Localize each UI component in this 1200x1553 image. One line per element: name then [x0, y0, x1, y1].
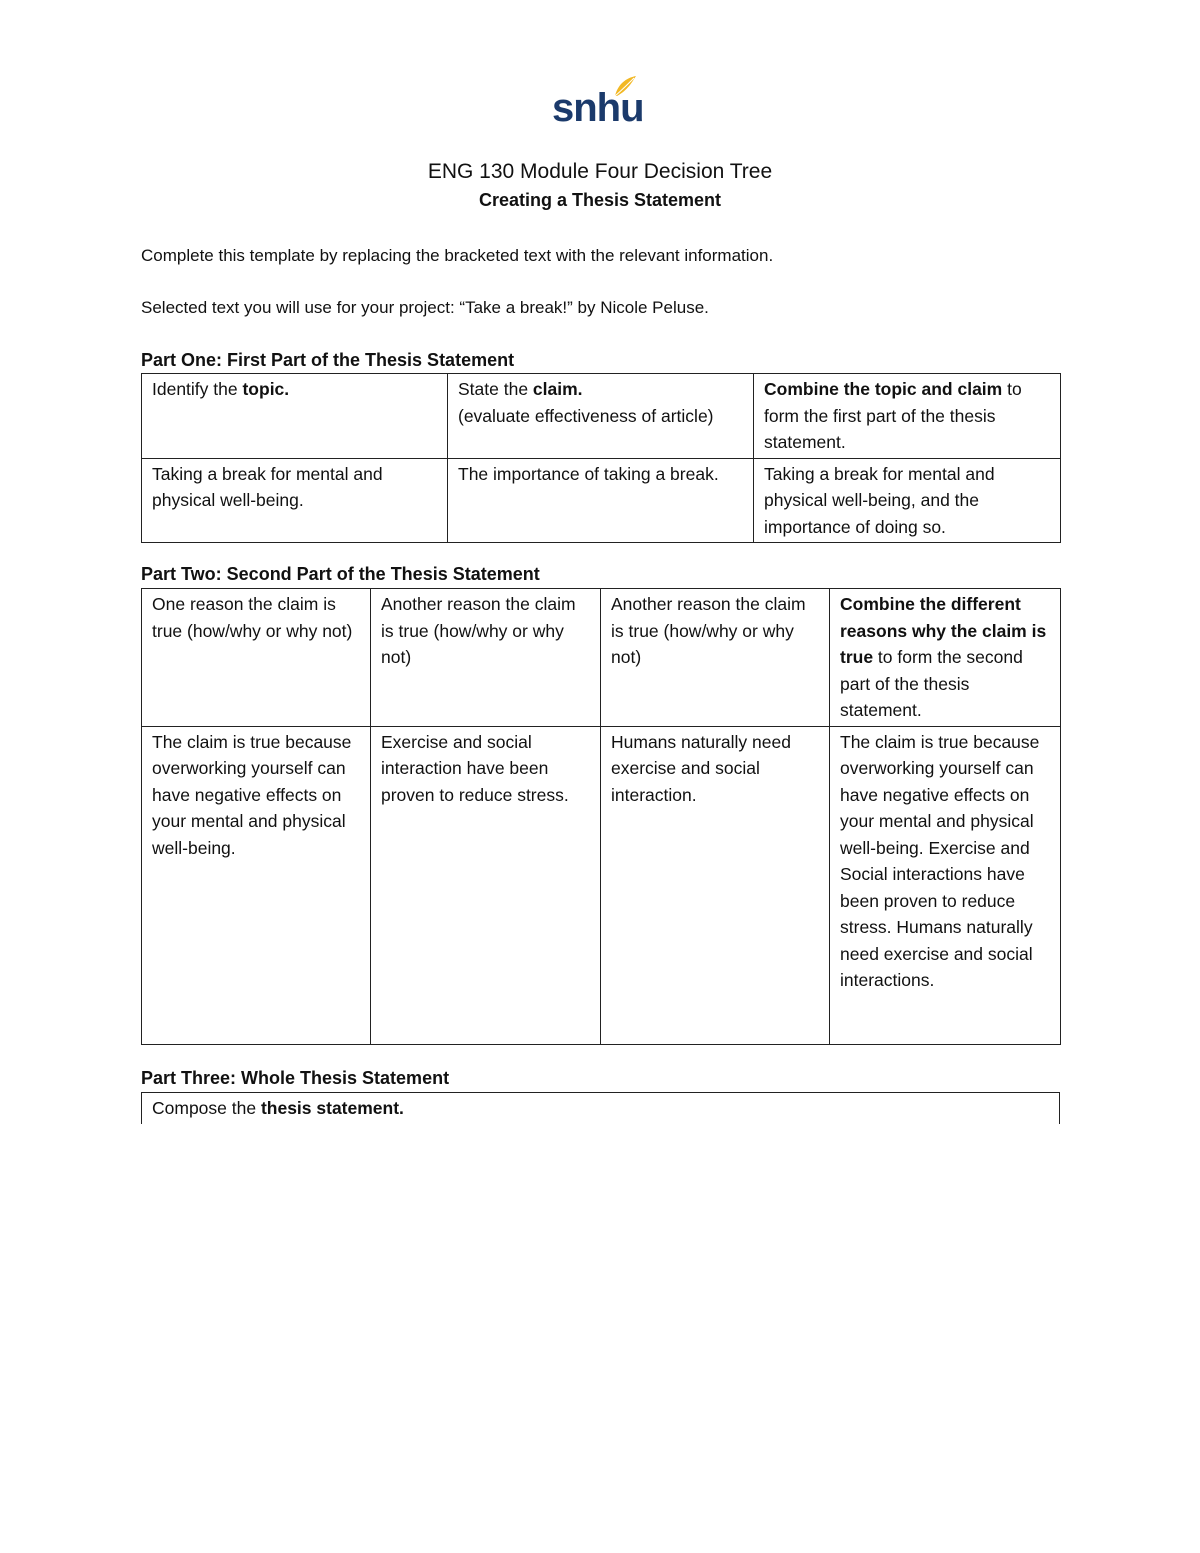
claim-header-pre: State the: [458, 379, 533, 399]
page-subtitle: Creating a Thesis Statement: [478, 190, 722, 210]
combined-reasons-cell: The claim is true because overworking yourself can have negative effects on your mental and physical well-being. Exercise and Social interactions have been proven to reduce stress. Humans naturally need exercise and social interactions.: [830, 726, 1061, 1044]
topic-header-bold: topic.: [242, 379, 290, 399]
reason-one-cell: The claim is true because overworking yourself can have negative effects on your mental and physical well-being.: [142, 726, 371, 1044]
part-three-heading: Part Three: Whole Thesis Statement: [141, 1068, 450, 1088]
selected-text-line: Selected text you will use for your project: “Take a break!” by Nicole Peluse.: [141, 298, 709, 317]
claim-cell: The importance of taking a break.: [448, 458, 754, 543]
part-one-table: [141, 373, 1061, 543]
claim-header-bold: claim.: [532, 379, 583, 399]
topic-header-cell: [142, 374, 448, 459]
reason-three-cell: Humans naturally need exercise and social interaction.: [601, 726, 830, 1044]
combined-cell: Taking a break for mental and physical well-being, and the importance of doing so.: [754, 458, 1061, 543]
logo-text: snhu: [552, 86, 644, 130]
combine-reasons-header: [830, 589, 1061, 727]
combine-header-post: to form the first part of the thesis statement.: [764, 379, 1022, 452]
reason-three-header: Another reason the claim is true (how/why or why not): [601, 589, 830, 727]
page-title: ENG 130 Module Four Decision Tree: [427, 160, 773, 183]
thesis-prompt-pre: Compose the: [152, 1098, 261, 1118]
reason-two-header: Another reason the claim is true (how/why or why not): [371, 589, 601, 727]
table-header-row: [142, 374, 1061, 459]
table-row: [142, 458, 1061, 543]
instructions-text: Complete this template by replacing the bracketed text with the relevant information.: [141, 246, 774, 265]
combine-reasons-bold: Combine the different reasons why the claim is true: [840, 594, 1047, 667]
table-row: [142, 726, 1061, 1044]
part-two-heading: Part Two: Second Part of the Thesis Statement: [141, 564, 540, 584]
table-header-row: [142, 1093, 1060, 1124]
thesis-prompt-bold: thesis statement.: [260, 1098, 404, 1118]
claim-header-cell: [448, 374, 754, 459]
reason-one-header: One reason the claim is true (how/why or why not): [142, 589, 371, 727]
reason-two-cell: Exercise and social interaction have been proven to reduce stress.: [371, 726, 601, 1044]
topic-cell: Taking a break for mental and physical well-being.: [142, 458, 448, 543]
part-two-table: [141, 588, 1061, 1045]
table-header-row: [142, 589, 1061, 727]
combine-reasons-post: to form the second part of the thesis statement.: [840, 647, 1023, 720]
part-three-table: [141, 1092, 1060, 1124]
thesis-prompt-cell: [142, 1093, 1060, 1124]
leaf-icon: [612, 74, 638, 100]
snhu-logo: [552, 74, 648, 134]
claim-header-post: (evaluate effectiveness of article): [458, 405, 714, 426]
combine-header-bold: Combine the topic and claim: [764, 379, 1003, 399]
topic-header-pre: Identify the: [152, 379, 243, 399]
combine-header-cell: [754, 374, 1061, 459]
part-one-heading: Part One: First Part of the Thesis Statement: [141, 350, 515, 370]
